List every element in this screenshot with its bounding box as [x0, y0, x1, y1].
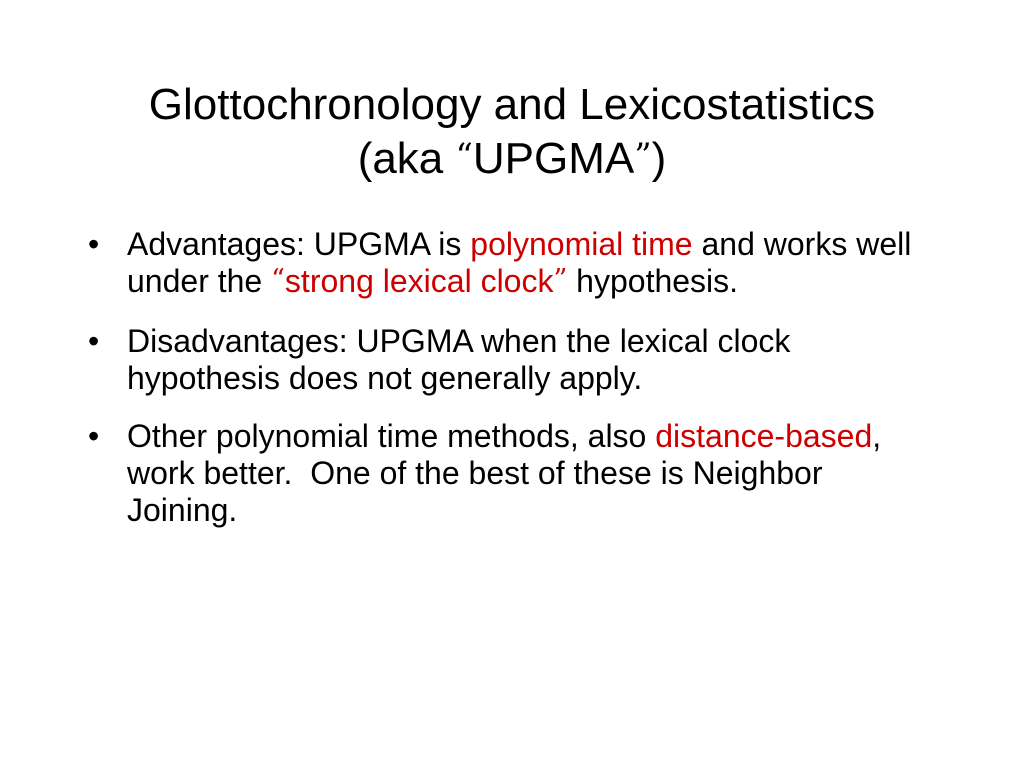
bullet-marker: •: [88, 226, 100, 262]
bullet-list: [88, 226, 938, 550]
bullet-other-methods-text-1: Other polynomial time methods, also: [127, 418, 656, 454]
title-line-1: Glottochronology and Lexicostatistics: [148, 80, 876, 129]
bullet-advantages: [88, 226, 938, 302]
bullet-advantages-text-2: and works well under the: [127, 226, 912, 299]
bullet-marker: •: [88, 418, 100, 454]
close-quote: ”: [553, 264, 568, 295]
title-open-quote: “: [455, 136, 473, 176]
bullet-other-methods-text-2: , work better. One of the best of these is Neighbor Joining.: [127, 418, 891, 528]
highlight-distance-based: distance-based: [655, 418, 873, 454]
bullet-marker: •: [88, 323, 100, 359]
title-line-2-prefix: (aka: [357, 134, 456, 183]
slide-title: [40, 78, 984, 189]
open-quote: “: [271, 264, 285, 295]
title-line-2: [40, 132, 984, 189]
title-close-quote: ”: [634, 136, 652, 176]
highlight-strong-lexical-clock: strong lexical clock: [284, 263, 554, 299]
title-line-2-suffix: ): [651, 134, 667, 183]
bullet-disadvantages: [88, 323, 938, 397]
bullet-other-methods: [88, 418, 938, 529]
bullet-advantages-text-1: Advantages: UPGMA is: [127, 226, 471, 262]
bullet-disadvantages-text: Disadvantages: UPGMA when the lexical clock hypothesis does not generally apply.: [127, 323, 791, 396]
bullet-advantages-text-3: hypothesis.: [567, 263, 739, 299]
highlight-polynomial-time: polynomial time: [470, 226, 693, 262]
title-term: UPGMA: [472, 134, 635, 183]
